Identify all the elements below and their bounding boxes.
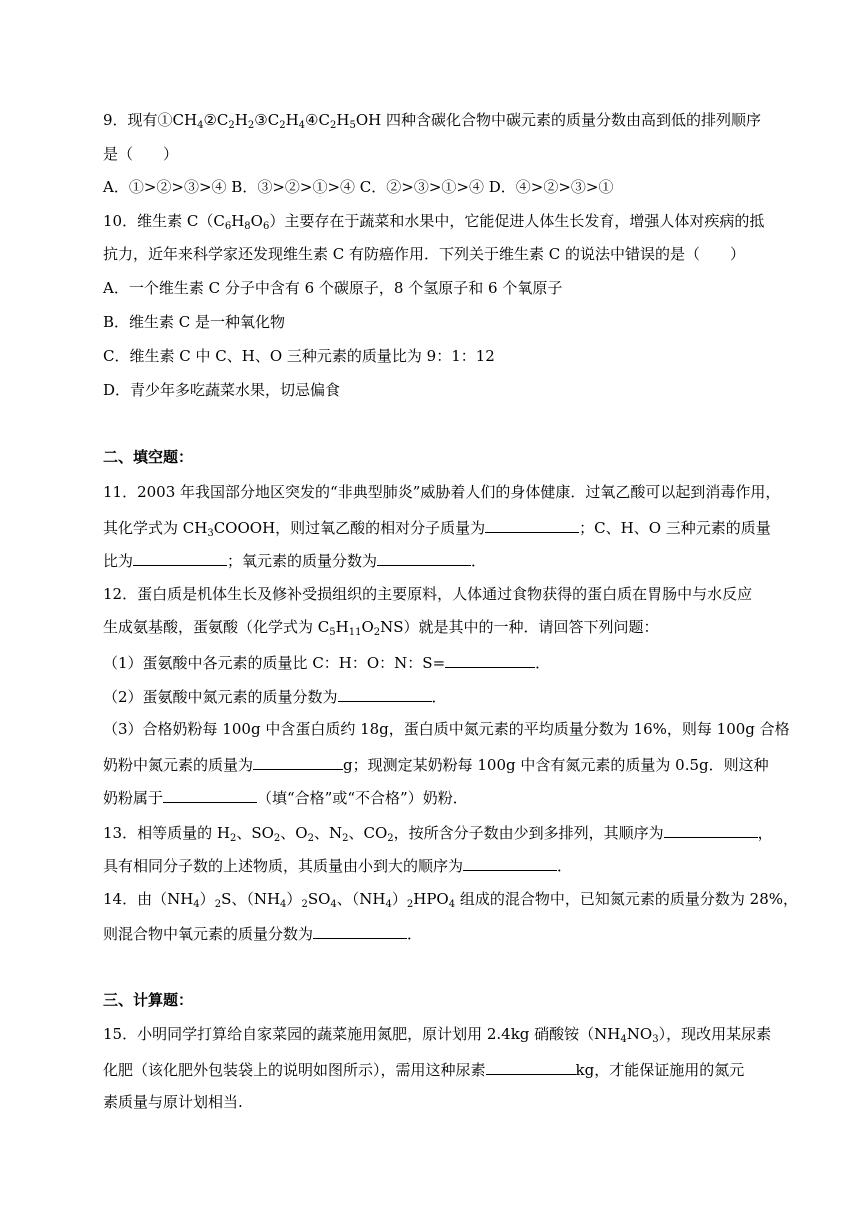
q14-line-2: 则混合物中氧元素的质量分数为 ．: [103, 922, 422, 944]
answer-blank[interactable]: [463, 854, 557, 871]
answer-blank[interactable]: [486, 1058, 576, 1075]
q11-line-1: 11．2003 年我国部分地区突发的“非典型肺炎”威胁着人们的身体健康．过氧乙酸可以起到消毒作用，: [103, 483, 781, 501]
q10-option-a: A．一个维生素 C 分子中含有 6 个碳原子，8 个氢原子和 6 个氧原子: [103, 279, 563, 297]
q15-line-2: 化肥（该化肥外包装袋上的说明如图所示），需用这种尿素 kg，才能保证施用的氮元: [103, 1058, 744, 1080]
q14-line-1: 14．由$(NH_4)_2S$、$(NH_4)_2SO_4$、$(NH_4)_2HPO_4$ 组成的混合物中，已知氮元素的质量分数为 28%，: [103, 890, 798, 910]
q12-sub-3-line-1: （3）合格奶粉每 100g 中含蛋白质约 18g，蛋白质中氮元素的平均质量分数为 16%，则每 100g 合格: [103, 720, 790, 738]
answer-blank[interactable]: [485, 516, 579, 533]
q9-options: A．①>②>③>④ B．③>②>①>④ C．②>③>①>④ D．④>②>③>①: [103, 178, 614, 196]
q15-line-1: 15．小明同学打算给自家菜园的蔬菜施用氮肥，原计划用 2.4kg 硝酸铵$(NH_4NO_3)$，现改用某尿素: [103, 1025, 772, 1045]
q9-line-1: 9．现有$①CH_4②C_2H_2③C_2H_4④C_2H_5OH$ 四种含碳化合物中碳元素的质量分数由高到低的排列顺序: [103, 111, 761, 131]
q13-line-2: 具有相同分子数的上述物质，其质量由小到大的顺序为 ．: [103, 854, 572, 876]
answer-blank[interactable]: [253, 753, 343, 770]
answer-blank[interactable]: [133, 549, 227, 566]
q12-sub-3-line-2: 奶粉中氮元素的质量为 g；现测定某奶粉每 100g 中含有氮元素的质量为 0.5g．则这种: [103, 753, 769, 775]
q11-line-2: 其化学式为 $CH_3COOOH$，则过氧乙酸的相对分子质量为 ；C、H、O 三种元素的质量: [103, 516, 771, 538]
q12-sub-1: （1）蛋氨酸中各元素的质量比 C：H：O：N：S= ．: [103, 651, 550, 673]
q10-option-d: D．青少年多吃蔬菜水果，切忌偏食: [103, 381, 341, 399]
q12-line-1: 12．蛋白质是机体生长及修补受损组织的主要原料，人体通过食物获得的蛋白质在胃肠中与水反应: [103, 585, 753, 603]
q11-line-3: 比为 ；氧元素的质量分数为 ．: [103, 549, 486, 571]
q10-option-b: B．维生素 C 是一种氧化物: [103, 313, 286, 331]
answer-blank[interactable]: [377, 549, 471, 566]
q9-line-2: 是（ ）: [103, 145, 179, 163]
section-calculation-title: 三、计算题：: [103, 991, 194, 1009]
answer-blank[interactable]: [445, 651, 535, 668]
q10-line-1: 10．维生素 $C(C_6H_8O_6)$主要存在于蔬菜和水果中，它能促进人体生长发育，增强人体对疾病的抵: [103, 212, 765, 232]
q15-line-3: 素质量与原计划相当.: [103, 1093, 243, 1111]
q12-sub-3-line-3: 奶粉属于 （填“合格”或“不合格”）奶粉．: [103, 786, 468, 808]
answer-blank[interactable]: [664, 821, 758, 838]
answer-blank[interactable]: [313, 922, 407, 939]
answer-blank[interactable]: [338, 685, 432, 702]
q10-option-c: C．维生素 C 中 C、H、O 三种元素的质量比为 9：1：12: [103, 347, 495, 365]
q10-line-2: 抗力，近年来科学家还发现维生素 C 有防癌作用．下列关于维生素 C 的说法中错误的是（ ）: [103, 245, 746, 263]
answer-blank[interactable]: [163, 786, 257, 803]
q12-sub-2: （2）蛋氨酸中氮元素的质量分数为 ．: [103, 685, 447, 707]
q12-line-2: 生成氨基酸，蛋氨酸（化学式为 $C_5H_{11}O_2NS$）就是其中的一种．请回答下列问题：: [103, 618, 659, 638]
q13-line-1: 13．相等质量的 $H_2$、$SO_2$、$O_2$、$N_2$、$CO_2$，按所含分子数由少到多排列，其顺序为 ，: [103, 821, 773, 843]
section-fill-in-title: 二、填空题：: [103, 448, 194, 466]
